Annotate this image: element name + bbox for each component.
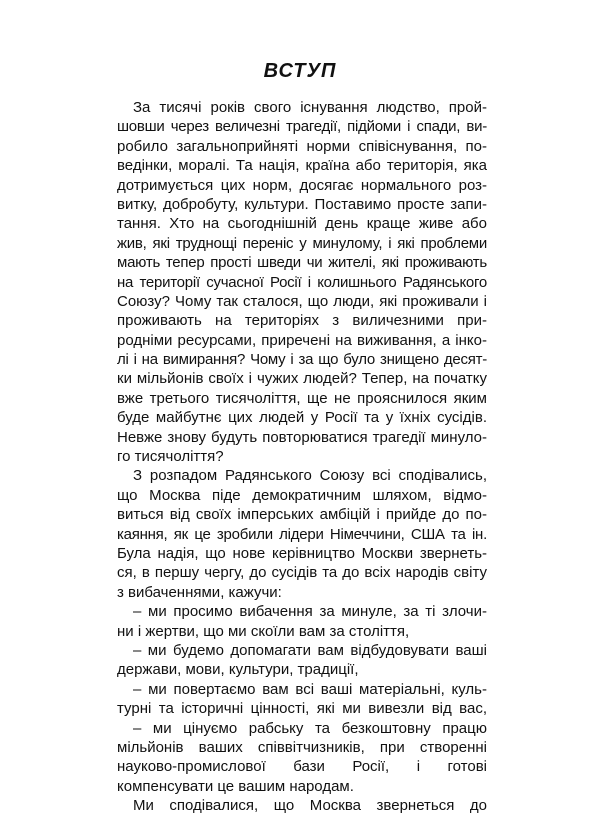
text-line: з вибаченнями, кажучи: xyxy=(117,583,282,601)
text-line: науково-промислової бази Росії, і готові xyxy=(117,758,487,776)
text-line: За тисячі років свого існування людство, прой- xyxy=(133,99,487,116)
text-line: вже третього тисячоліття, ще не прояснилося яким xyxy=(117,389,487,407)
text-line: ки мільйонів своїх і чужих людей? Тепер, на початку xyxy=(117,370,487,388)
text-line: – ми цінуємо рабську та безкоштовну працю xyxy=(133,719,487,737)
text-line: держави, мови, культури, традиції, xyxy=(117,661,359,679)
text-line: Невже знову будуть повторюватися трагедії минуло- xyxy=(117,428,487,446)
text-line: ся, в першу чергу, до сусідів та до всіх народів світу xyxy=(117,564,487,582)
text-line: жив, які труднощі переніс у минулому, і які проблеми xyxy=(117,234,487,252)
text-line: дотримується цих норм, досягає нормального роз- xyxy=(117,176,487,194)
text-line: З розпадом Радянського Союзу всі сподівались, xyxy=(133,467,487,485)
text-line: робило загальноприйняті норми співіснування, по- xyxy=(117,137,487,155)
text-line: – ми просимо вибачення за минуле, за ті злочи- xyxy=(133,603,487,621)
text-line: виться від своїх імперських амбіцій і прийде до по- xyxy=(117,506,487,524)
text-line: мають тепер прості шведи чи жителі, які проживають xyxy=(117,254,487,272)
text-line: лі і на вимирання? Чому і за що було знищено десят- xyxy=(117,351,487,369)
text-line: шовши через величезні трагедії, підйоми і спади, ви- xyxy=(117,118,487,136)
text-line: ни і жертви, що ми скоїли вам за століття, xyxy=(117,622,410,640)
text-line: мільйонів ваших співвітчизників, при створенні xyxy=(117,738,487,756)
text-line: турні та історичні цінності, які ми вивезли від вас, xyxy=(117,700,487,718)
page-title: ВСТУП xyxy=(263,60,337,82)
text-line: Союзу? Чому так сталося, що люди, які проживали і xyxy=(117,292,487,310)
text-line: проживають на територіях з виличезними при- xyxy=(117,312,487,330)
text-line: родніми ресурсами, приречені на виживання, а інко- xyxy=(117,331,487,349)
text-line: го тисячоліття? xyxy=(117,448,224,466)
text-line: тання. Хто на сьогоднішній день краще живе або xyxy=(117,215,487,233)
text-line: компенсувати це вашим народам. xyxy=(117,777,354,795)
text-line: Ми сподівалися, що Москва звернеться до xyxy=(133,797,487,815)
text-line: Була надія, що нове керівництво Москви звернеть- xyxy=(117,544,487,562)
text-line: буде майбутнє цих людей у Росії та у їхніх сусідів. xyxy=(117,409,487,427)
body-text xyxy=(117,98,487,815)
text-line: – ми повертаємо вам всі ваші матеріальні, куль- xyxy=(133,680,487,698)
text-line: що Москва піде демократичним шляхом, відмо- xyxy=(117,486,487,504)
text-line: на території сучасної Росії і колишнього Радянського xyxy=(117,273,487,291)
text-line: ведінки, моралі. Та нація, країна або територія, яка xyxy=(117,157,487,175)
text-line: витку, добробуту, культури. Поставимо просте запи- xyxy=(117,195,487,213)
text-line: каяння, як це зробили лідери Німеччини, США та ін. xyxy=(117,525,487,543)
text-line: – ми будемо допомагати вам відбудовувати ваші xyxy=(133,641,487,659)
